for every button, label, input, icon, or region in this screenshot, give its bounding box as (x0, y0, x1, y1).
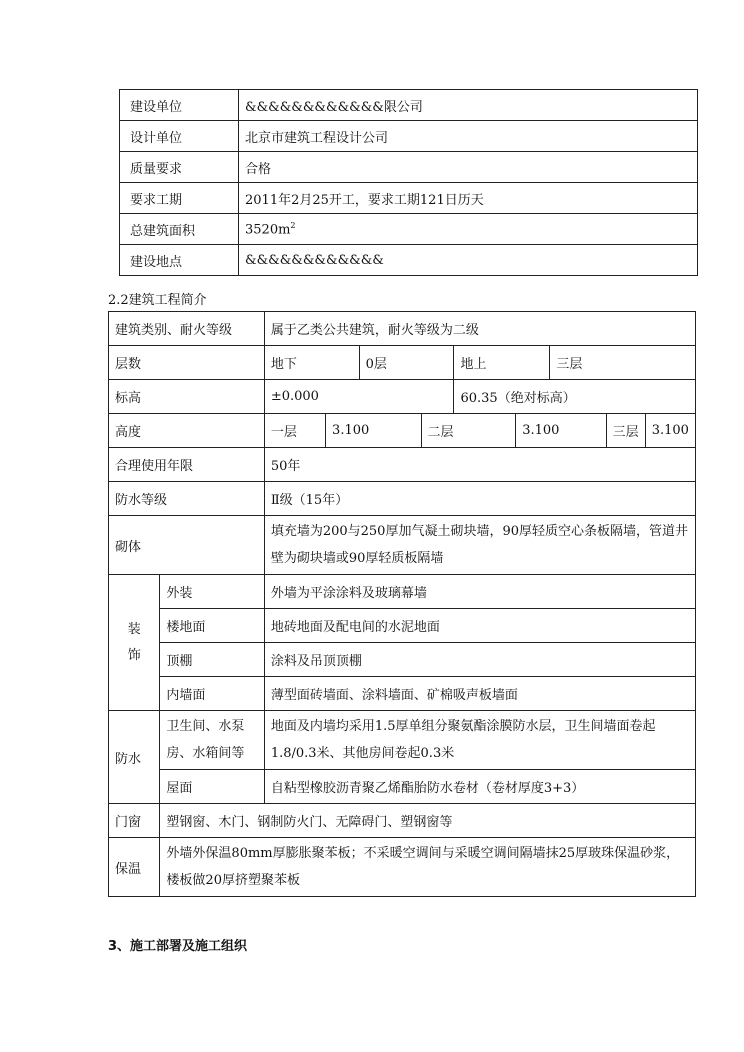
decoration-label-char-2: 饰 (127, 647, 141, 663)
label-cell: 建设单位 (120, 90, 239, 121)
table-row (109, 482, 696, 516)
elevation-label: 标高 (109, 380, 265, 414)
decoration-item-value: 外墙为平涂涂料及玻璃幕墙 (264, 575, 695, 609)
decoration-item-name: 顶棚 (160, 643, 264, 677)
waterproofing-item-name: 卫生间、水泵房、水箱间等 (160, 711, 264, 770)
masonry-label: 砌体 (109, 516, 265, 575)
floor-1-height: 3.100 (326, 414, 421, 448)
waterproofing-item-value: 地面及内墙均采用1.5厚单组分聚氨酯涂膜防水层，卫生间墙面卷起1.8/0.3米、其他房间卷起0.3米 (264, 711, 695, 770)
table-row (120, 152, 698, 183)
floor-3-label: 三层 (607, 414, 646, 447)
insulation-value: 外墙外保温80mm厚膨胀聚苯板；不采暖空调间与采暖空调间隔墙抹25厚玻珠保温砂浆，楼板做20厚挤塑聚苯板 (160, 838, 696, 897)
waterproofing-item-value: 自粘型橡胶沥青聚乙烯酯胎防水卷材（卷材厚度3+3） (264, 770, 695, 804)
value-cell: &&&&&&&&&&&&限公司 (239, 90, 698, 121)
underground-label: 地下 (264, 346, 359, 380)
elevation-base: ±0.000 (264, 380, 454, 414)
section-title: 2.2建筑工程简介 (108, 293, 207, 308)
table-row (120, 90, 698, 121)
floor-2-height: 3.100 (516, 414, 606, 448)
label-cell: 质量要求 (120, 152, 239, 183)
floor-3-height-group (606, 414, 695, 448)
decoration-label (109, 575, 160, 711)
floor-1-label: 一层 (264, 414, 325, 448)
service-life-label: 合理使用年限 (109, 448, 265, 482)
waterproof-grade-label: 防水等级 (109, 482, 265, 516)
table-row (109, 414, 696, 448)
doors-windows-label: 门窗 (109, 804, 160, 838)
decoration-item-name: 楼地面 (160, 609, 264, 643)
table-row (109, 643, 696, 677)
table-row (109, 448, 696, 482)
table-row (109, 770, 696, 804)
table-row (109, 677, 696, 711)
decoration-item-value: 涂料及吊顶顶棚 (264, 643, 695, 677)
value-cell (239, 214, 698, 245)
waterproofing-label: 防水 (109, 711, 160, 804)
label-cell: 总建筑面积 (120, 214, 239, 245)
value-cell: 2011年2月25开工，要求工期121日历天 (239, 183, 698, 214)
value-cell: &&&&&&&&&&&& (239, 245, 698, 276)
table-row (109, 609, 696, 643)
project-info-table (119, 89, 698, 276)
table-row (120, 214, 698, 245)
floor-3-height: 3.100 (651, 423, 689, 438)
floor-2-label: 二层 (421, 414, 516, 448)
table-row (120, 121, 698, 152)
building-overview-table (108, 311, 696, 897)
decoration-label-char-1: 装 (127, 621, 141, 637)
table-row (120, 183, 698, 214)
label-cell: 要求工期 (120, 183, 239, 214)
table-row (109, 575, 696, 609)
underground-value: 0层 (359, 346, 454, 380)
above-ground-value: 三层 (550, 346, 696, 380)
masonry-value: 填充墙为200与250厚加气凝土砌块墙，90厚轻质空心条板隔墙，管道井壁为砌块墙或90厚轻质板隔墙 (264, 516, 695, 575)
service-life-value: 50年 (264, 448, 695, 482)
area-value: 3520m (245, 222, 291, 238)
section-heading: 3、施工部署及施工组织 (108, 939, 248, 954)
waterproof-grade-value: Ⅱ级（15年） (264, 482, 695, 516)
elevation-absolute: 60.35（绝对标高） (454, 380, 696, 414)
decoration-item-name: 内墙面 (160, 677, 264, 711)
waterproofing-item-name: 屋面 (160, 770, 264, 804)
decoration-item-name: 外装 (160, 575, 264, 609)
floors-label: 层数 (109, 346, 265, 380)
table-row (120, 245, 698, 276)
table-row (109, 380, 696, 414)
table-row (109, 516, 696, 575)
table-row (109, 312, 696, 346)
doors-windows-value: 塑钢窗、木门、钢制防火门、无障碍门、塑钢窗等 (160, 804, 696, 838)
table-row (109, 804, 696, 838)
height-label: 高度 (109, 414, 265, 448)
table-row (109, 711, 696, 770)
decoration-item-value: 地砖地面及配电间的水泥地面 (264, 609, 695, 643)
value-cell: 合格 (239, 152, 698, 183)
label-cell: 建设地点 (120, 245, 239, 276)
table-row (109, 838, 696, 897)
above-ground-label: 地上 (454, 346, 550, 380)
floor-3-subtable (607, 414, 695, 447)
value-cell: 北京市建筑工程设计公司 (239, 121, 698, 152)
category-label: 建筑类别、耐火等级 (109, 312, 265, 346)
area-unit-exponent: 2 (290, 220, 296, 230)
category-value: 属于乙类公共建筑，耐火等级为二级 (264, 312, 695, 346)
insulation-label: 保温 (109, 838, 160, 897)
decoration-item-value: 薄型面砖墙面、涂料墙面、矿棉吸声板墙面 (264, 677, 695, 711)
table-row (109, 346, 696, 380)
label-cell: 设计单位 (120, 121, 239, 152)
